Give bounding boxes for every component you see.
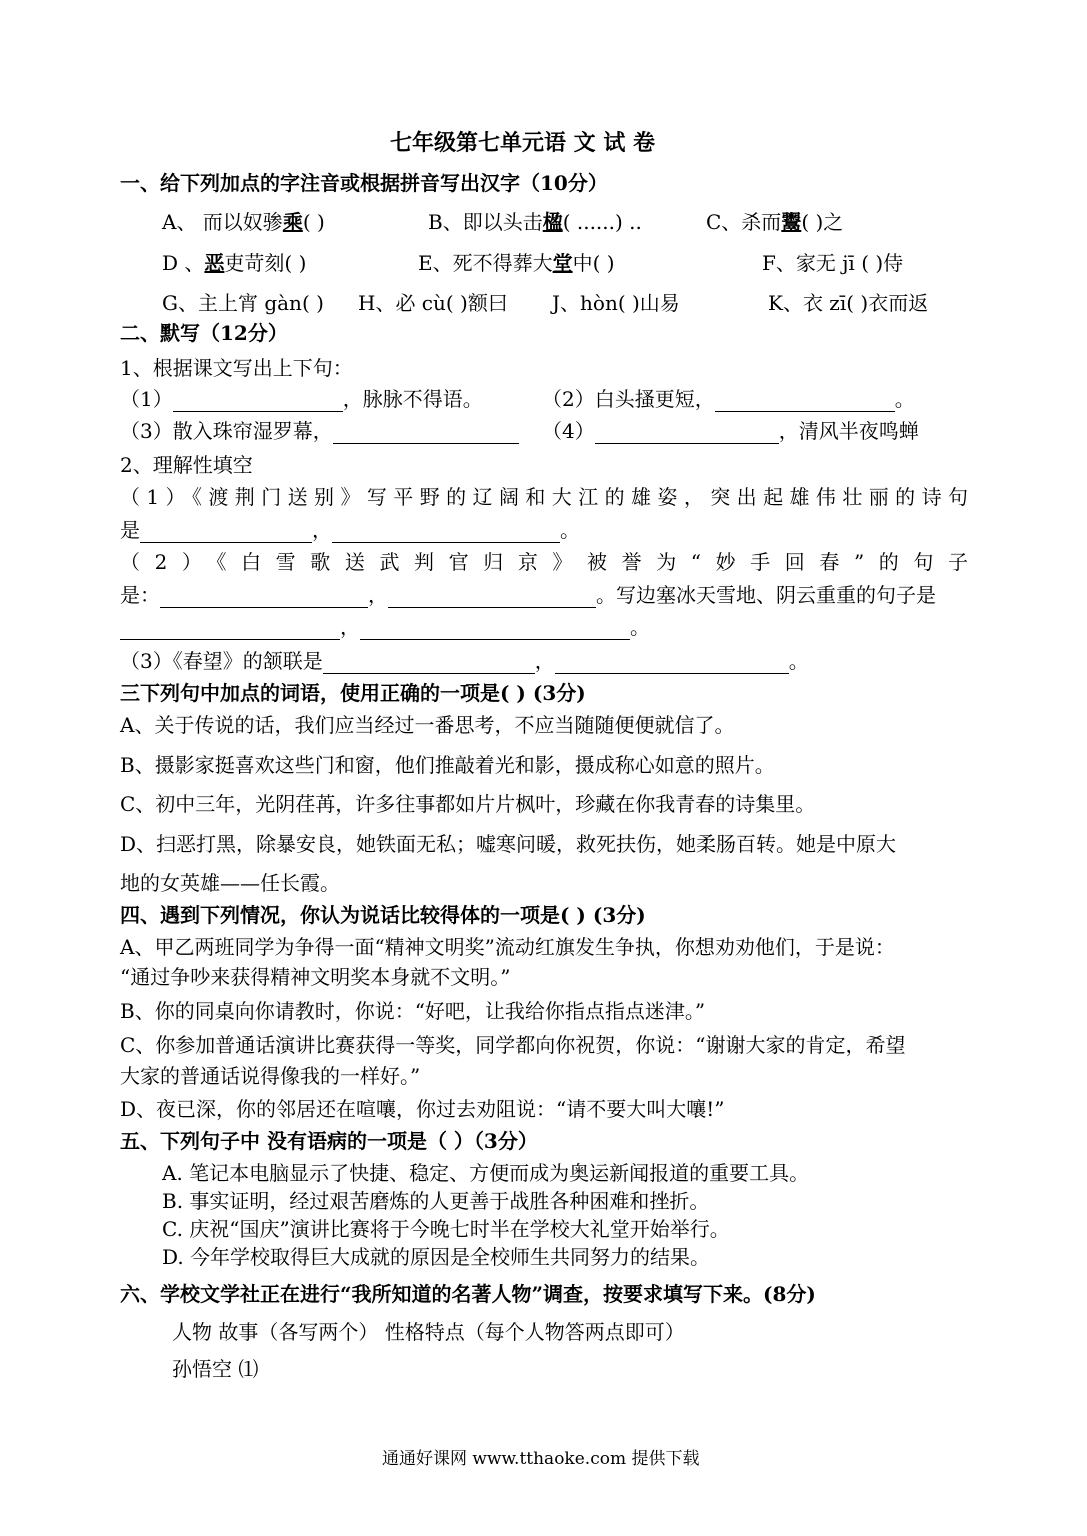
s4-option-c: C、你参加普通话演讲比赛获得一等奖，同学都向你祝贺，你说：“谢谢大家的肯定，希望 xyxy=(120,1033,906,1057)
s3-option-a: A、关于传说的话，我们应当经过一番思考，不应当随随便便就信了。 xyxy=(120,713,735,737)
answer-blank[interactable] xyxy=(173,391,343,412)
item-k: K、衣 zī( )衣而返 xyxy=(768,291,929,315)
item-a-blank: ( ) xyxy=(302,210,325,234)
item-e-char: 堂 xyxy=(552,251,573,275)
s4-option-b: B、你的同桌向你请教时，你说：“好吧，让我给你指点指点迷津。” xyxy=(120,999,706,1023)
answer-blank[interactable] xyxy=(120,619,340,640)
s2-p1c-text: ， xyxy=(312,518,332,542)
s2-p2f-text: 。 xyxy=(630,615,650,639)
item-a-prefix: A、 而以奴骖 xyxy=(162,210,283,234)
s5-option-b: B. 事实证明，经过艰苦磨炼的人更善于战胜各种困难和挫折。 xyxy=(162,1189,710,1213)
s2-p3c-text: 。 xyxy=(788,649,809,673)
item-j: J、hòn( )山易 xyxy=(552,291,680,315)
s4-option-a-cont: “通过争吵来获得精神文明奖本身就不文明。” xyxy=(120,965,511,989)
s2-q2: 2、理解性填空 xyxy=(120,453,253,477)
item-e-prefix: E、死不得葬大 xyxy=(418,251,553,275)
s2-r1c-text: （2）白头搔更短， xyxy=(542,387,715,411)
s2-p1: （1）《渡荆门送别》写平野的辽阔和大江的雄姿，突出起雄伟壮丽的诗句 xyxy=(120,485,968,509)
s2-p2-line2 xyxy=(120,582,936,608)
s3-option-b: B、摄影家挺喜欢这些门和窗，他们推敲着光和影，摄成称心如意的照片。 xyxy=(120,753,775,777)
item-d-blank: 吏苛刻( ) xyxy=(224,251,307,275)
s2-p2c-text: ， xyxy=(368,583,388,607)
s4-option-a: A、甲乙两班同学为争得一面“精神文明奖”流动红旗发生争执，你想劝劝他们，于是说： xyxy=(120,935,895,959)
s2-r1d-text: 。 xyxy=(894,387,915,411)
s2-r2b-label: （4） xyxy=(542,419,595,443)
item-f: F、家无 jī ( )侍 xyxy=(762,251,904,275)
s2-r1-text: ，脉脉不得语。 xyxy=(342,387,483,411)
s2-p3b-text: ， xyxy=(534,649,555,673)
s6-row-1: 孙悟空 ⑴ xyxy=(172,1357,259,1381)
answer-blank[interactable] xyxy=(555,653,789,674)
s2-r2-text: （3）散入珠帘湿罗幕， xyxy=(120,419,333,443)
answer-blank[interactable] xyxy=(160,587,368,608)
answer-blank[interactable] xyxy=(595,423,779,444)
s2-p2: （2）《白雪歌送武判官归京》被誉为“妙手回春”的句子 xyxy=(120,550,968,574)
s1-row-2e xyxy=(418,250,615,276)
item-a-char: 乘 xyxy=(282,210,303,234)
s3-option-d-cont: 地的女英雄——任长霞。 xyxy=(120,871,340,895)
s2-p2b-text: 是： xyxy=(120,583,160,607)
s1-row-2d xyxy=(162,250,306,276)
s5-option-c: C. 庆祝“国庆”演讲比赛将于今晚七时半在学校大礼堂开始举行。 xyxy=(162,1217,730,1241)
item-c-blank: ( )之 xyxy=(801,210,844,234)
answer-blank[interactable] xyxy=(360,619,630,640)
s2-row-2 xyxy=(120,418,519,444)
s3-option-c: C、初中三年，光阴荏苒，许多往事都如片片枫叶，珍藏在你我青春的诗集里。 xyxy=(120,792,816,816)
item-c-char: 鬻 xyxy=(781,210,802,234)
s2-row-2b xyxy=(542,418,919,444)
s2-p2e-text: ， xyxy=(340,615,360,639)
item-h: H、必 cù( )额曰 xyxy=(358,291,508,315)
item-g: G、主上宵 gàn( ) xyxy=(162,291,324,315)
section-1-heading: 一、给下列加点的字注音或根据拼音写出汉字（10分） xyxy=(120,171,608,195)
s2-p2-line3 xyxy=(120,614,650,640)
page-footer: 通通好课网 www.tthaoke.com 提供下载 xyxy=(382,1449,700,1469)
s1-row-1 xyxy=(162,209,325,235)
section-4-heading: 四、遇到下列情况，你认为说话比较得体的一项是( ) (3分) xyxy=(120,903,646,927)
item-d-prefix: D 、 xyxy=(162,251,205,275)
item-c-prefix: C、杀而 xyxy=(706,210,782,234)
page-title: 七年级第七单元语 文 试 卷 xyxy=(390,130,655,156)
s2-p3a-text: （3）《春望》的颔联是 xyxy=(120,649,323,673)
section-5-heading: 五、下列句子中 没有语病的一项是（ ）（3分） xyxy=(120,1129,538,1153)
answer-blank[interactable] xyxy=(332,522,560,543)
item-b-char: 楹 xyxy=(542,210,563,234)
answer-blank[interactable] xyxy=(333,423,519,444)
s5-option-d: D. 今年学校取得巨大成就的原因是全校师生共同努力的结果。 xyxy=(162,1245,711,1269)
s2-q1: 1、根据课文写出上下句： xyxy=(120,356,353,380)
s2-p2d-text: 。写边塞冰天雪地、阴云重重的句子是 xyxy=(596,583,936,607)
s2-p3 xyxy=(120,648,809,674)
s2-r1-label: （1） xyxy=(120,387,173,411)
s1-row-1c xyxy=(706,209,843,235)
s2-r2c-text: ，清风半夜鸣蝉 xyxy=(778,419,919,443)
section-3-heading: 三下列句中加点的词语，使用正确的一项是( ) (3分) xyxy=(120,681,586,705)
s5-option-a: A. 笔记本电脑显示了快捷、稳定、方便而成为奥运新闻报道的重要工具。 xyxy=(162,1161,810,1185)
item-b-prefix: B、即以头击 xyxy=(428,210,543,234)
s4-option-d: D、夜已深，你的邻居还在喧嚷，你过去劝阻说：“请不要大叫大嚷!” xyxy=(120,1097,725,1121)
item-e-blank: 中( ) xyxy=(572,251,615,275)
s3-option-d: D、扫恶打黑，除暴安良，她铁面无私；嘘寒问暖，救死扶伤，她柔肠百转。她是中原大 xyxy=(120,832,897,856)
s2-p1-line2 xyxy=(120,517,580,543)
s2-p1b-text: 是 xyxy=(120,518,140,542)
answer-blank[interactable] xyxy=(140,522,312,543)
answer-blank[interactable] xyxy=(323,653,535,674)
s2-p1d-text: 。 xyxy=(560,518,580,542)
section-6-heading: 六、学校文学社正在进行“我所知道的名著人物”调查，按要求填写下来。(8分) xyxy=(120,1282,816,1306)
s4-option-c-cont: 大家的普通话说得像我的一样好。” xyxy=(120,1064,421,1088)
answer-blank[interactable] xyxy=(388,587,596,608)
s2-row-1b xyxy=(542,386,915,412)
s6-table-header: 人物 故事（各写两个） 性格特点（每个人物答两点即可） xyxy=(172,1320,685,1344)
s2-row-1 xyxy=(120,386,483,412)
s1-row-1b xyxy=(428,209,642,235)
item-d-char: 恶 xyxy=(204,251,225,275)
section-2-heading: 二、默写（12分） xyxy=(120,321,288,345)
answer-blank[interactable] xyxy=(715,391,895,412)
item-b-blank: ( ......) .. xyxy=(562,210,642,234)
